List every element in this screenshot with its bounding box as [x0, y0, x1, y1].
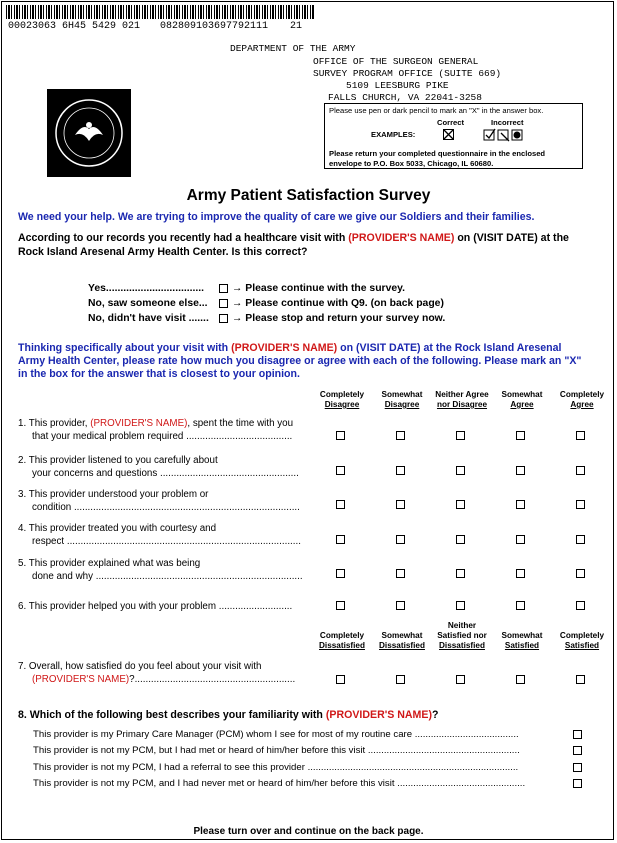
question-6: 6. This provider helped you with your problem ........................... [18, 601, 293, 612]
provider-name: (PROVIDER'S NAME) [231, 342, 338, 354]
address-line-4: 5109 LEESBURG PIKE [346, 80, 449, 91]
agree-header-2: Somewhat Disagree [381, 390, 423, 409]
form-code: 00023063 6H45 5429 021 [8, 21, 141, 32]
provider-name: (PROVIDER'S NAME) [32, 674, 130, 685]
q1-answer-3-checkbox[interactable] [456, 431, 465, 440]
q3-answer-1-checkbox[interactable] [336, 500, 345, 509]
address-line-2: OFFICE OF THE SURGEON GENERAL [313, 56, 479, 67]
question-3: 3. This provider understood your problem or condition ................................................................................... [18, 489, 300, 513]
q8-option-4-checkbox[interactable] [573, 779, 582, 788]
q7-answer-4-checkbox[interactable] [516, 675, 525, 684]
rating-intro-line-3: in the box for the answer that is closest to your opinion. [18, 368, 300, 380]
q6-answer-2-checkbox[interactable] [396, 601, 405, 610]
q7-answer-3-checkbox[interactable] [456, 675, 465, 684]
q5-answer-5-checkbox[interactable] [576, 569, 585, 578]
q3-answer-4-checkbox[interactable] [516, 500, 525, 509]
incorrect-label: Incorrect [491, 118, 524, 127]
q8-option-4-label: This provider is not my PCM, and I had never met or heard of him/her before this visit ................................................ [33, 778, 526, 789]
screen-option-novisit-label: No, didn't have visit ....... [88, 313, 209, 324]
intro-line-2: Rock Island Aresenal Army Health Center. Is this correct? [18, 246, 308, 258]
q3-answer-2-checkbox[interactable] [396, 500, 405, 509]
q1-answer-2-checkbox[interactable] [396, 431, 405, 440]
q8-option-2-checkbox[interactable] [573, 746, 582, 755]
rating-intro-line-2: Army Health Center, please rate how much you disagree or agree with each of the following. Please mark an "X" [18, 355, 582, 367]
agree-header-4: Somewhat Agree [501, 390, 543, 409]
question-2: 2. This provider listened to you carefully about your concerns and questions ................................................... [18, 455, 299, 479]
q7-text: 7. Overall, how satisfied do you feel about your visit with (PROVIDER'S NAME)?........................................................... [18, 661, 296, 685]
footer-note: Please turn over and continue on the back page. [193, 826, 424, 837]
q8-option-3-checkbox[interactable] [573, 763, 582, 772]
q7-answer-2-checkbox[interactable] [396, 675, 405, 684]
q7-answer-1-checkbox[interactable] [336, 675, 345, 684]
q5-answer-2-checkbox[interactable] [396, 569, 405, 578]
q5-answer-1-checkbox[interactable] [336, 569, 345, 578]
q2-answer-1-checkbox[interactable] [336, 466, 345, 475]
q4-answer-2-checkbox[interactable] [396, 535, 405, 544]
form-serial: 082809103697792111 [160, 21, 269, 32]
q3-answer-5-checkbox[interactable] [576, 500, 585, 509]
rating-intro-line-1: Thinking specifically about your visit with (PROVIDER'S NAME) on (VISIT DATE) at the Rock Island Aresenal [18, 342, 562, 354]
agree-header-5: Completely Agree [559, 390, 605, 409]
screen-option-other-checkbox[interactable] [219, 299, 228, 308]
help-text: We need your help. We are trying to improve the quality of care we give our Soldiers and their families. [18, 211, 535, 223]
screen-option-other-label: No, saw someone else... [88, 298, 208, 309]
q2-answer-3-checkbox[interactable] [456, 466, 465, 475]
q8-option-2-label: This provider is not my PCM, but I had met or heard of him/her before this visit ......................................................... [33, 745, 520, 756]
intro-text-a: According to our records you recently had a healthcare visit with [18, 232, 349, 244]
screen-option-novisit-instruction: → Please stop and return your survey now. [232, 313, 446, 324]
q8-option-3-label: This provider is not my PCM, I had a referral to see this provider ............................................................................... [33, 762, 519, 773]
return-line-2: envelope to P.O. Box 5033, Chicago, IL 60680. [329, 159, 494, 168]
intro-text-b: on (VISIT DATE) at the [454, 232, 569, 244]
department-seal [47, 89, 131, 177]
q1-answer-5-checkbox[interactable] [576, 431, 585, 440]
q6-answer-3-checkbox[interactable] [456, 601, 465, 610]
return-line-1: Please return your completed questionnaire in the enclosed [329, 149, 546, 158]
screen-option-yes-checkbox[interactable] [219, 284, 228, 293]
address-line-5: FALLS CHURCH, VA 22041-3258 [328, 92, 482, 103]
satisfied-header-5: Completely Satisfied [559, 631, 605, 650]
q4-answer-3-checkbox[interactable] [456, 535, 465, 544]
satisfied-header-1: Completely Dissatisfied [319, 631, 365, 650]
q5-answer-3-checkbox[interactable] [456, 569, 465, 578]
provider-name: (PROVIDER'S NAME) [325, 709, 432, 721]
q4-answer-1-checkbox[interactable] [336, 535, 345, 544]
q8-text: 8. Which of the following best describes your familiarity with (PROVIDER'S NAME)? [18, 709, 439, 721]
provider-name: (PROVIDER'S NAME) [348, 232, 455, 244]
q6-answer-4-checkbox[interactable] [516, 601, 525, 610]
instr-line: Please use pen or dark pencil to mark an "X" in the answer box. [329, 106, 544, 115]
screen-option-novisit-checkbox[interactable] [219, 314, 228, 323]
q2-answer-2-checkbox[interactable] [396, 466, 405, 475]
provider-name: (PROVIDER'S NAME) [90, 418, 188, 429]
q8-option-1-checkbox[interactable] [573, 730, 582, 739]
examples-label: EXAMPLES: [371, 130, 416, 139]
question-1: 1. This provider, (PROVIDER'S NAME), spent the time with you that your medical problem required ....................................... [18, 418, 294, 442]
q5-answer-4-checkbox[interactable] [516, 569, 525, 578]
question-4: 4. This provider treated you with courtesy and respect ...................................................................................... [18, 523, 301, 547]
correct-example-icon [443, 129, 455, 141]
q2-answer-4-checkbox[interactable] [516, 466, 525, 475]
barcode [6, 5, 314, 19]
q4-answer-5-checkbox[interactable] [576, 535, 585, 544]
q1-answer-1-checkbox[interactable] [336, 431, 345, 440]
page-title: Army Patient Satisfaction Survey [186, 187, 431, 204]
q8-option-1-label: This provider is my Primary Care Manager (PCM) whom I see for most of my routine care ....................................... [33, 729, 519, 740]
intro-line-1 [18, 232, 569, 244]
satisfied-header-4: Somewhat Satisfied [501, 631, 543, 650]
q3-answer-3-checkbox[interactable] [456, 500, 465, 509]
screen-option-yes-label: Yes.................................. [88, 283, 205, 294]
marking-instructions [324, 103, 583, 169]
q1-answer-4-checkbox[interactable] [516, 431, 525, 440]
q4-answer-4-checkbox[interactable] [516, 535, 525, 544]
q2-answer-5-checkbox[interactable] [576, 466, 585, 475]
address-line-1: DEPARTMENT OF THE ARMY [230, 43, 356, 54]
question-5: 5. This provider explained what was being done and why ............................................................................ [18, 558, 303, 582]
screen-option-yes-instruction: → Please continue with the survey. [232, 283, 406, 294]
correct-label: Correct [437, 118, 465, 127]
satisfied-header-3: Neither Satisfied nor Dissatisfied [437, 621, 487, 650]
q7-answer-5-checkbox[interactable] [576, 675, 585, 684]
agree-header-1: Completely Disagree [319, 390, 365, 409]
q6-answer-5-checkbox[interactable] [576, 601, 585, 610]
incorrect-example-icon [483, 128, 527, 142]
screen-option-other-instruction: → Please continue with Q9. (on back page) [232, 298, 444, 309]
agree-header-3: Neither Agree nor Disagree [435, 390, 489, 409]
address-line-3: SURVEY PROGRAM OFFICE (SUITE 669) [313, 68, 502, 79]
q6-answer-1-checkbox[interactable] [336, 601, 345, 610]
form-page-code: 21 [290, 21, 303, 32]
satisfied-header-2: Somewhat Dissatisfied [379, 631, 425, 650]
